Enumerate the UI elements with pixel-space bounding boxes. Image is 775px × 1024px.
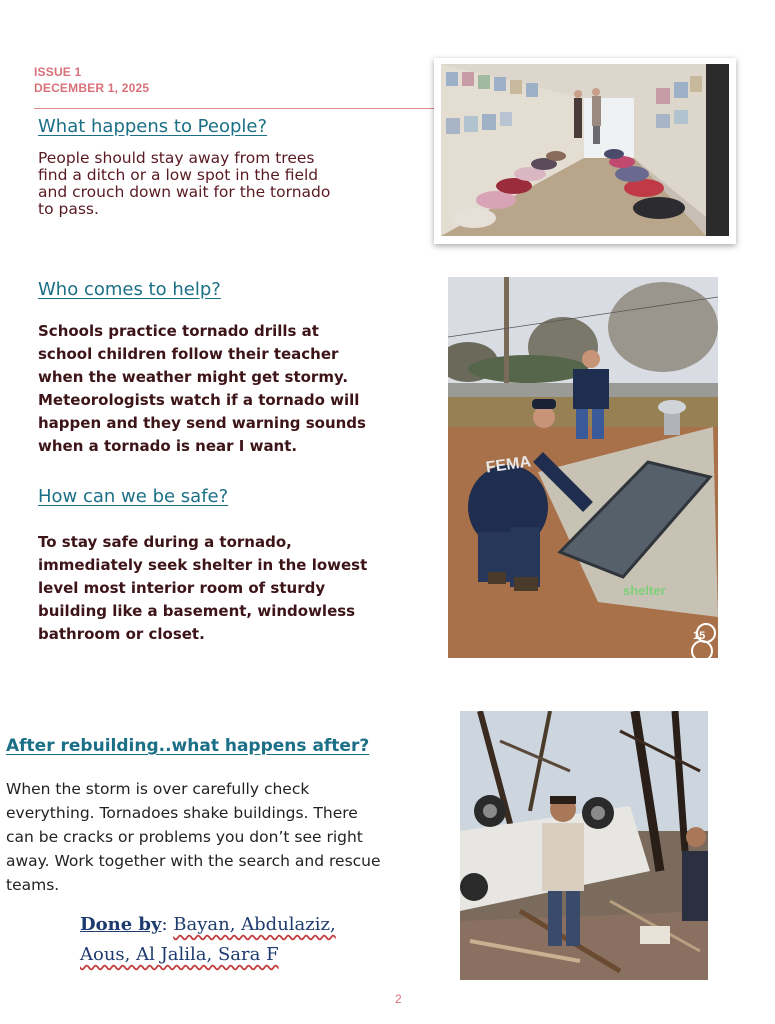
- section-heading: How can we be safe?: [38, 486, 229, 507]
- paragraph-line: can be cracks or problems you don’t see right: [6, 828, 363, 846]
- credits-label: Done by: [80, 914, 162, 935]
- paragraph-line: when the weather might get stormy.: [38, 368, 349, 386]
- section-heading: Who comes to help?: [38, 279, 221, 300]
- paragraph-line: away. Work together with the search and rescue: [6, 852, 381, 870]
- paragraph-line: school children follow their teacher: [38, 345, 339, 363]
- section-safe: [38, 486, 438, 646]
- credits-names: Aous, Al Jalila, Sara F: [80, 944, 279, 965]
- paragraph-line: level most interior room of sturdy: [38, 579, 326, 597]
- section-people: [38, 116, 428, 218]
- paragraph-line: immediately seek shelter in the lowest: [38, 556, 368, 574]
- fema-shelter-photo: [448, 277, 718, 658]
- tornado-drill-illustration: [434, 58, 736, 244]
- paragraph-line: bathroom or closet.: [38, 625, 205, 643]
- paragraph-line: When the storm is over carefully check: [6, 780, 310, 798]
- section-heading: What happens to People?: [38, 116, 268, 137]
- tornado-drill-photo: [434, 58, 736, 244]
- page-number: 2: [395, 992, 402, 1006]
- issue-date: DECEMBER 1, 2025: [34, 81, 150, 95]
- section-heading: After rebuilding..what happens after?: [6, 736, 370, 756]
- paragraph-line: teams.: [6, 876, 60, 894]
- paragraph-line: happen and they send warning sounds: [38, 414, 366, 432]
- paragraph-line: Meteorologists watch if a tornado will: [38, 391, 360, 409]
- photo-page-mark: 15: [693, 630, 706, 642]
- tornado-aftermath-photo: [460, 711, 708, 980]
- paragraph-line: People should stay away from trees: [38, 149, 315, 167]
- shelter-caption: shelter: [623, 583, 666, 598]
- paragraph-line: everything. Tornadoes shake buildings. There: [6, 804, 358, 822]
- paragraph-line: and crouch down wait for the tornado: [38, 183, 331, 201]
- credits-names: Bayan, Abdulaziz,: [173, 914, 336, 935]
- section-help: [38, 279, 438, 458]
- paragraph-line: building like a basement, windowless: [38, 602, 356, 620]
- fema-jacket-text: FEMA: [484, 453, 533, 477]
- paragraph-line: when a tornado is near I want.: [38, 437, 298, 455]
- paragraph-line: Schools practice tornado drills at: [38, 322, 319, 340]
- paragraph-line: To stay safe during a tornado,: [38, 533, 292, 551]
- tornado-aftermath-illustration: [460, 711, 708, 980]
- header-divider: [34, 108, 434, 109]
- paragraph-line: find a ditch or a low spot in the field: [38, 166, 319, 184]
- credits: Done by: Bayan, Abdulaziz, Aous, Al Jalila, Sara F: [80, 914, 336, 965]
- issue-header: [34, 64, 149, 96]
- issue-number: ISSUE 1: [34, 65, 82, 79]
- fema-shelter-illustration: [448, 277, 718, 658]
- section-after: [6, 736, 426, 897]
- paragraph-line: to pass.: [38, 200, 99, 218]
